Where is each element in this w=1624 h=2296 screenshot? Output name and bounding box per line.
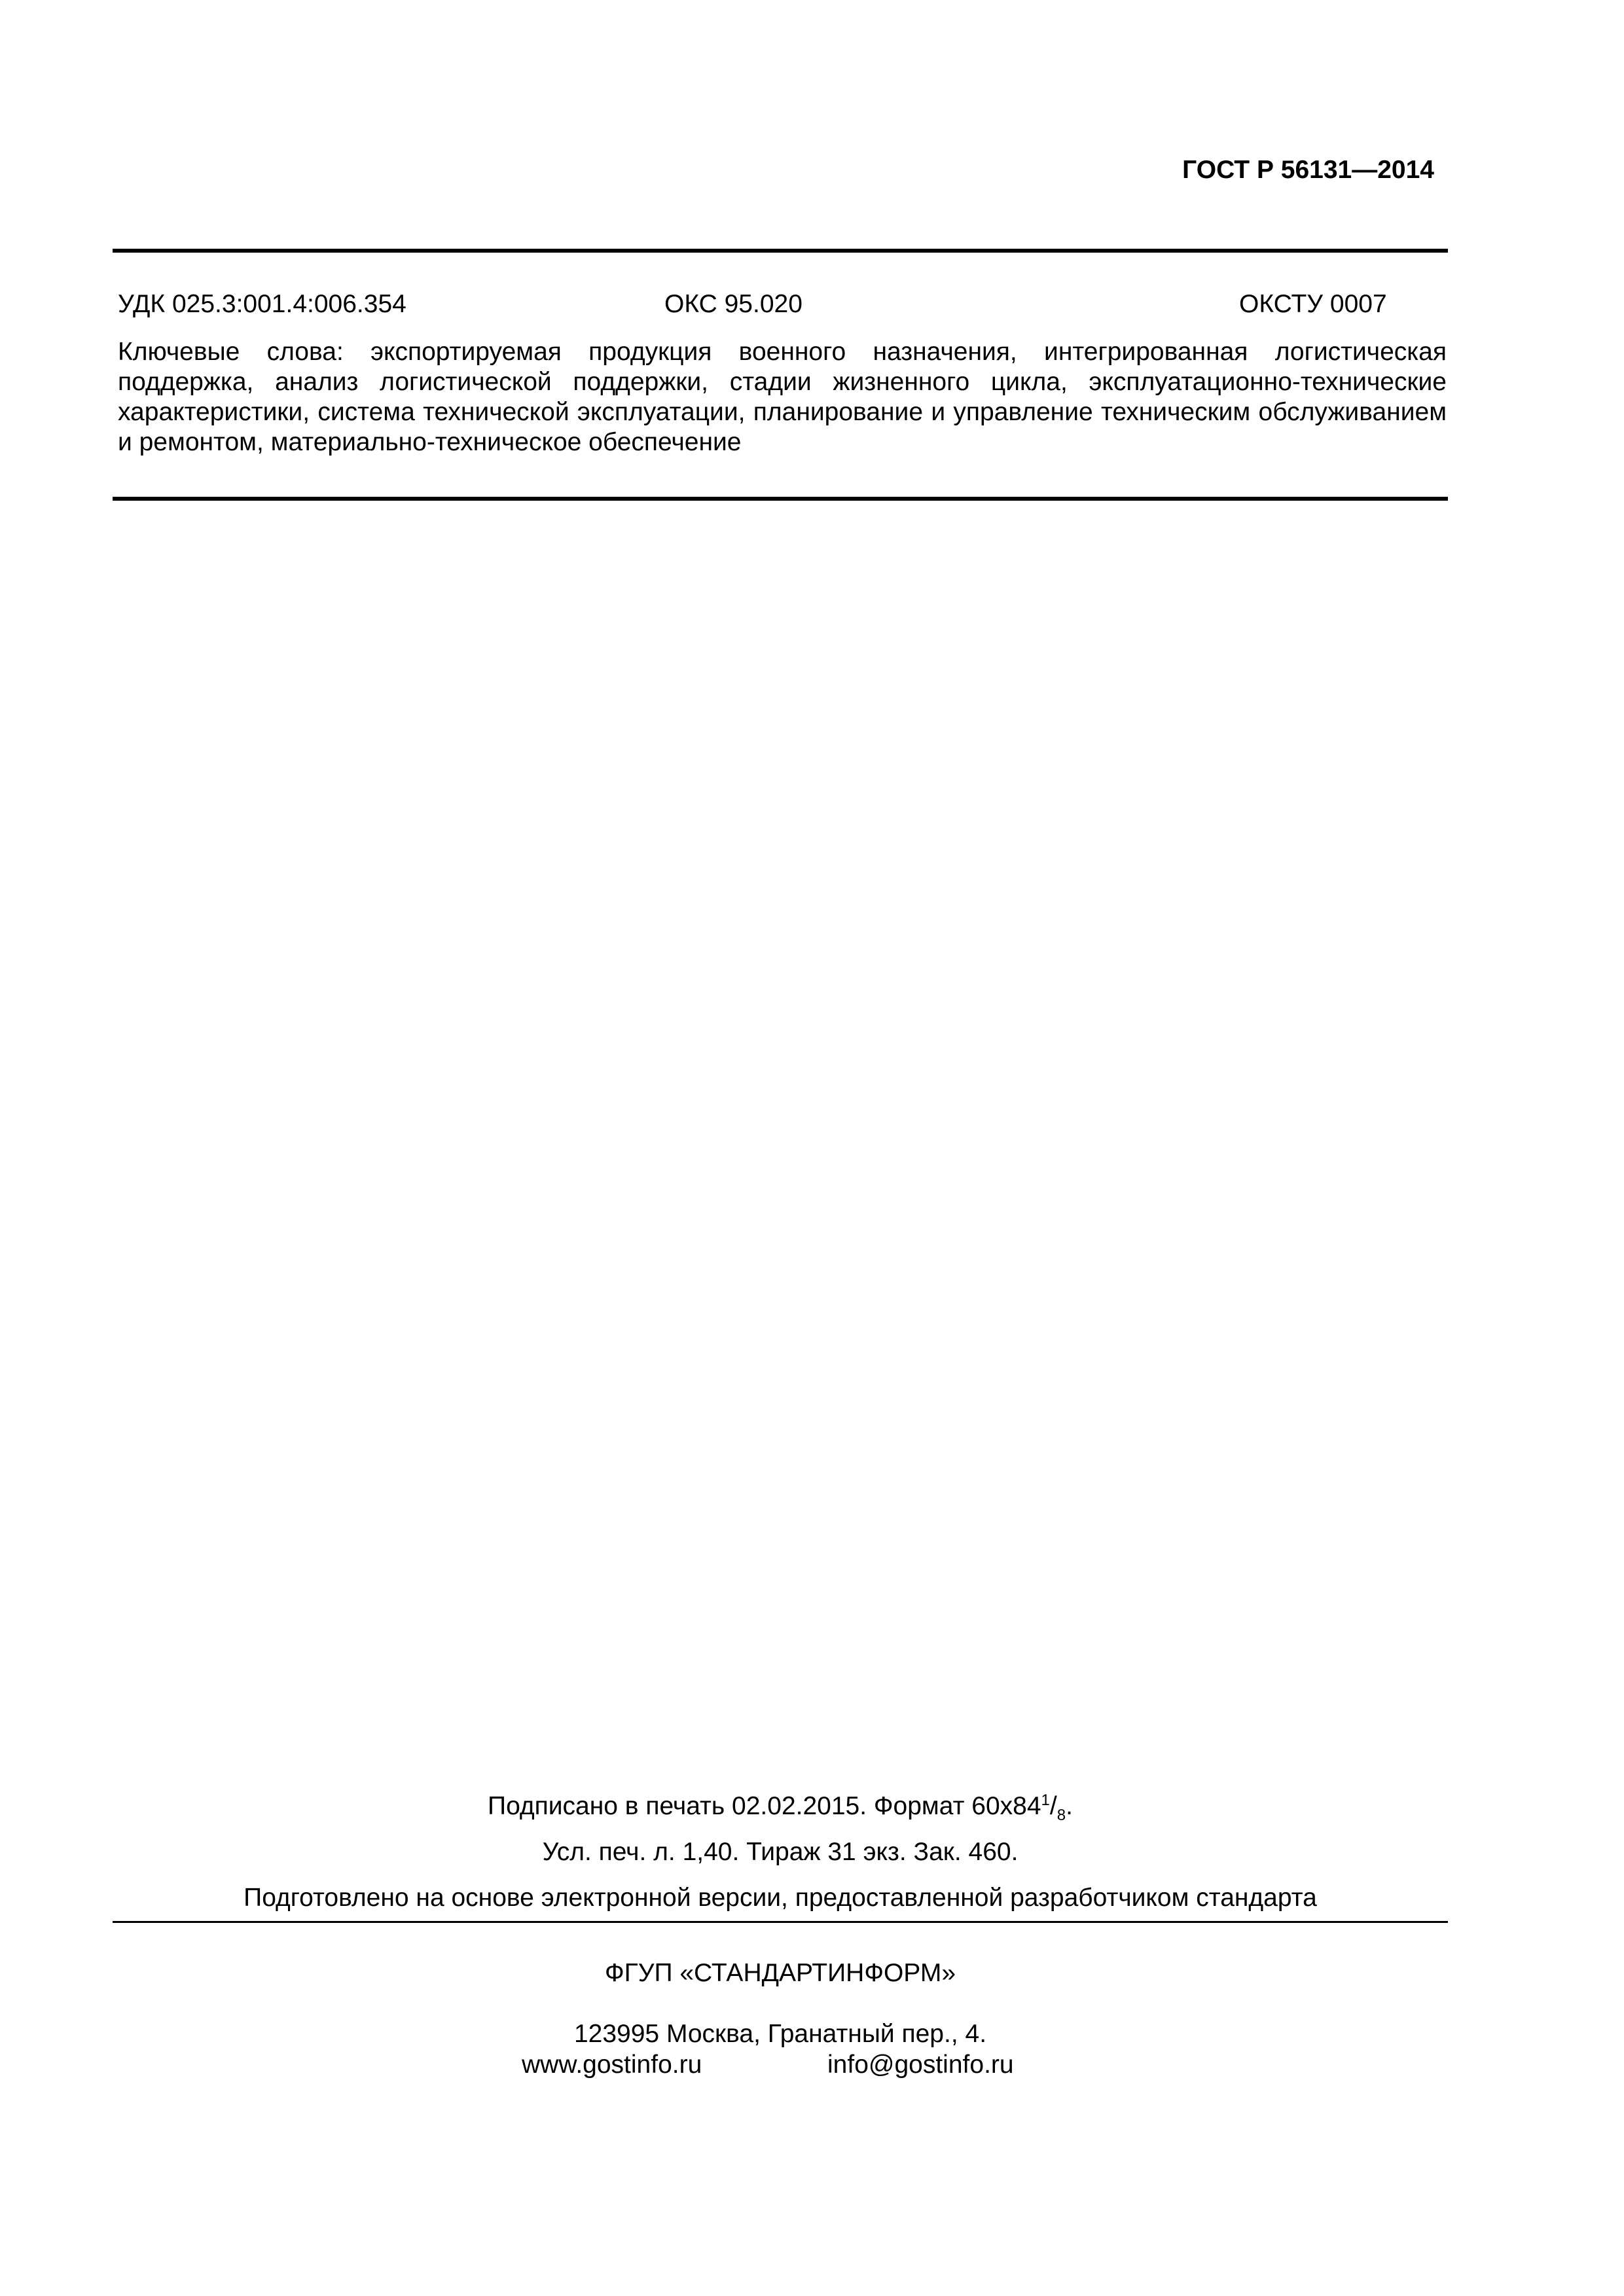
udk-code: УДК 025.3:001.4:006.354	[118, 290, 406, 318]
oks-code: ОКС 95.020	[664, 290, 803, 318]
top-divider	[113, 249, 1448, 253]
signed-text: Подписано в печать 02.02.2015. Формат 60x84	[488, 1792, 1041, 1820]
website-link[interactable]: www.gostinfo.ru	[522, 2051, 702, 2079]
print-sheets-line: Усл. печ. л. 1,40. Тираж 31 экз. Зак. 460.	[542, 1838, 1019, 1866]
okstu-code: ОКСТУ 0007	[1239, 290, 1387, 318]
imprint-divider	[113, 1921, 1448, 1923]
keywords-paragraph: Ключевые слова: экспортируемая продукция военного назначения, интегрированная логистическая поддержка, анализ логистической поддержки, стадии жизненного цикла, эксплуатационно-технические характеристики, система технической эксплуатации, планирование и управление техническим обслуживанием и ремонтом, материально-техническое обеспечение	[118, 338, 1447, 456]
signed-to-print-line	[113, 1790, 1448, 1823]
classifiers-row	[118, 288, 1447, 321]
publisher-contacts	[113, 2049, 1448, 2081]
email-link[interactable]: info@gostinfo.ru	[827, 2051, 1014, 2079]
signed-suffix: .	[1066, 1792, 1073, 1820]
prepared-note: Подготовлено на основе электронной версии, предоставленной разработчиком стандарта	[244, 1884, 1317, 1912]
format-slash: /	[1049, 1792, 1057, 1820]
standard-code: ГОСТ Р 56131—2014	[1182, 156, 1434, 184]
publisher-address: 123995 Москва, Гранатный пер., 4.	[573, 2020, 987, 2048]
format-numerator: 1	[1041, 1791, 1050, 1809]
format-denominator: 8	[1056, 1806, 1066, 1824]
publisher-name: ФГУП «СТАНДАРТИНФОРМ»	[604, 1959, 956, 1987]
keywords-bottom-divider	[113, 497, 1448, 501]
